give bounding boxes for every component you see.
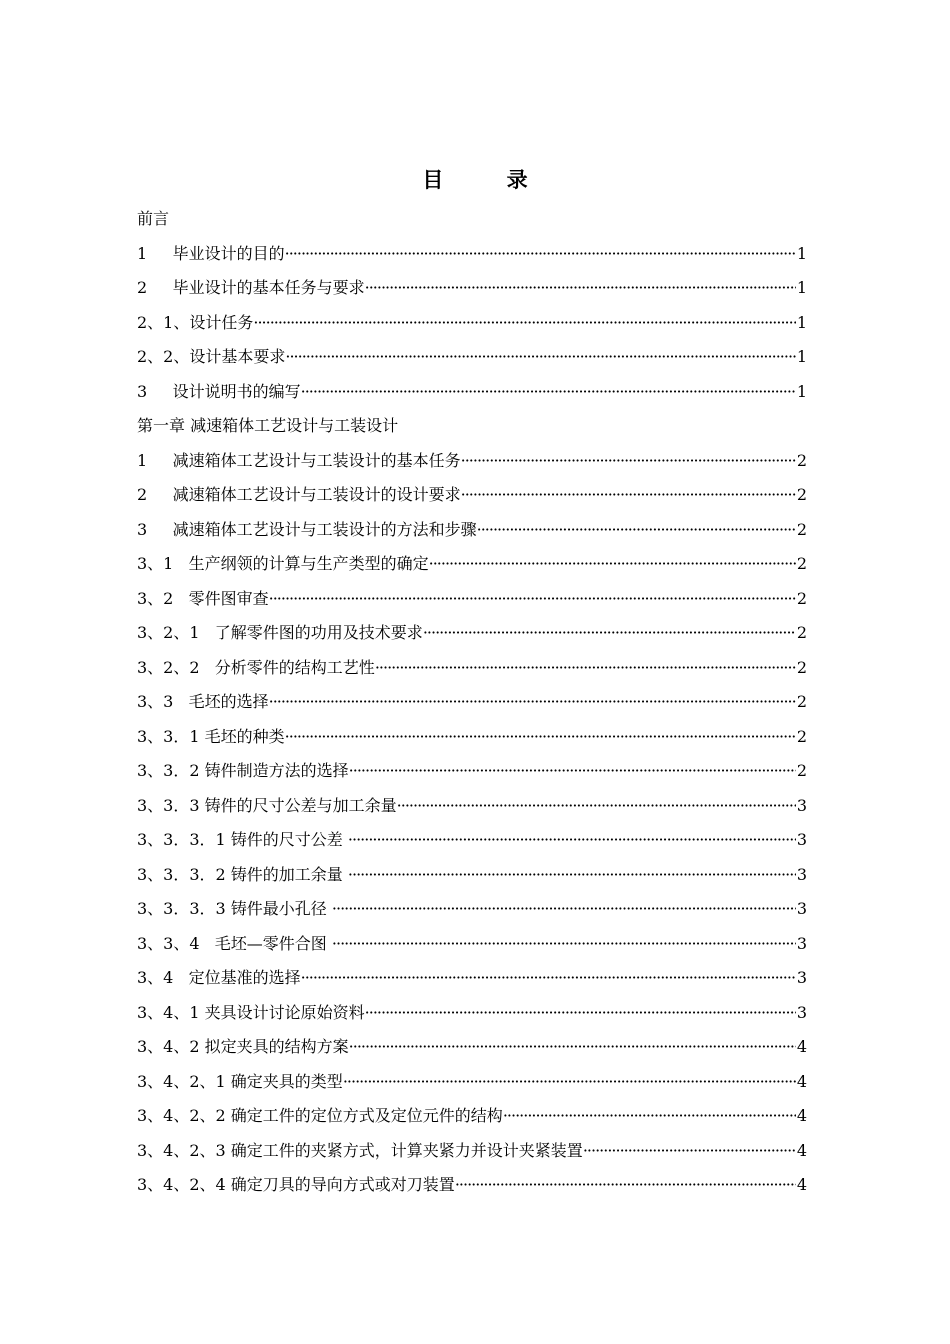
toc-page-number: 2 (796, 554, 807, 573)
toc-entry-label: 2、1、设计任务 (137, 312, 254, 332)
toc-dot-leader (285, 720, 796, 755)
toc-entry[interactable] (137, 823, 807, 858)
table-of-contents (137, 202, 807, 1203)
toc-entry-label: 3、3．3．3 铸件最小孔径 (137, 899, 332, 918)
toc-entry[interactable] (137, 271, 807, 306)
toc-dot-leader (343, 1065, 796, 1100)
toc-entry[interactable] (137, 651, 807, 686)
toc-page-number: 2 (796, 623, 807, 642)
toc-entry[interactable] (137, 927, 807, 962)
toc-page-number: 2 (796, 485, 807, 504)
toc-dot-leader (455, 1168, 796, 1203)
toc-entry[interactable] (137, 547, 807, 582)
toc-entry[interactable] (137, 513, 807, 548)
toc-page-number: 2 (796, 657, 807, 677)
toc-page-number: 1 (796, 312, 807, 332)
toc-entry[interactable] (137, 1065, 807, 1100)
toc-entry-label: 3、3．3 铸件的尺寸公差与加工余量 (137, 795, 397, 815)
toc-entry-label: 1 减速箱体工艺设计与工装设计的基本任务 (137, 450, 461, 470)
toc-entry-label: 3、4、2 拟定夹具的结构方案 (137, 1037, 349, 1056)
toc-entry-label: 3、4、1 夹具设计讨论原始资料 (137, 1002, 365, 1022)
toc-entry-label: 第一章 减速箱体工艺设计与工装设计 (137, 416, 399, 435)
toc-page-number: 3 (796, 933, 807, 953)
toc-entry-label: 前言 (137, 209, 170, 228)
toc-entry-label: 3、2、1 了解零件图的功用及技术要求 (137, 623, 423, 642)
toc-dot-leader (429, 547, 796, 582)
toc-page-number: 3 (796, 830, 807, 849)
toc-entry-label: 3、3．3．2 铸件的加工余量 (137, 864, 348, 884)
toc-entry-label: 3、4、2、3 确定工件的夹紧方式，计算夹紧力并设计夹紧装置 (137, 1140, 583, 1160)
toc-entry-label: 3、3．1 毛坯的种类 (137, 726, 285, 746)
toc-entry-label: 3、3．3．1 铸件的尺寸公差 (137, 830, 348, 849)
toc-dot-leader (301, 375, 796, 410)
toc-entry[interactable] (137, 582, 807, 617)
toc-dot-leader (349, 1030, 796, 1065)
toc-dot-leader (348, 858, 796, 893)
toc-entry[interactable] (137, 237, 807, 272)
toc-entry-label: 3、4、2、4 确定刀具的导向方式或对刀装置 (137, 1175, 455, 1194)
toc-dot-leader (285, 340, 795, 375)
toc-entry-label: 3、3、4 毛坯—零件合图 (137, 933, 332, 953)
toc-dot-leader (349, 754, 796, 789)
toc-entry[interactable] (137, 1168, 807, 1203)
toc-entry[interactable] (137, 306, 807, 341)
toc-entry-label: 3 设计说明书的编写 (137, 381, 301, 401)
toc-page-number: 1 (796, 347, 807, 366)
toc-entry[interactable] (137, 375, 807, 410)
toc-dot-leader (253, 306, 795, 341)
toc-entry-label: 3、4、2、1 确定夹具的类型 (137, 1071, 343, 1091)
toc-page-number: 4 (796, 1071, 807, 1091)
toc-page-number: 2 (796, 450, 807, 470)
toc-dot-leader (461, 478, 796, 513)
toc-page-number: 3 (796, 1002, 807, 1022)
toc-page-number: 2 (796, 519, 807, 539)
toc-page-number: 3 (796, 864, 807, 884)
toc-entry[interactable] (137, 754, 807, 789)
toc-page-number: 4 (796, 1175, 807, 1194)
toc-page-number: 4 (796, 1106, 807, 1125)
toc-entry-label: 3、3．2 铸件制造方法的选择 (137, 761, 349, 780)
toc-page-number: 3 (796, 795, 807, 815)
toc-entry[interactable] (137, 720, 807, 755)
toc-entry-label: 3、4 定位基准的选择 (137, 968, 301, 987)
toc-entry[interactable] (137, 1099, 807, 1134)
toc-entry[interactable] (137, 858, 807, 893)
toc-entry[interactable] (137, 996, 807, 1031)
toc-dot-leader (332, 927, 796, 962)
toc-entry-label: 2、2、设计基本要求 (137, 347, 286, 366)
toc-heading[interactable] (137, 202, 807, 237)
toc-dot-leader (365, 271, 796, 306)
toc-entry-label: 2 毕业设计的基本任务与要求 (137, 278, 365, 297)
toc-dot-leader (365, 996, 796, 1031)
toc-dot-leader (503, 1099, 796, 1134)
toc-entry[interactable] (137, 1030, 807, 1065)
toc-page-number: 1 (796, 278, 807, 297)
toc-page-number: 2 (796, 588, 807, 608)
toc-entry[interactable] (137, 444, 807, 479)
toc-page-number: 1 (796, 381, 807, 401)
toc-entry-label: 1 毕业设计的目的 (137, 243, 285, 263)
toc-entry[interactable] (137, 961, 807, 996)
toc-dot-leader (269, 582, 796, 617)
toc-dot-leader (375, 651, 796, 686)
toc-page-number: 4 (796, 1140, 807, 1160)
toc-page-number: 3 (796, 899, 807, 918)
toc-entry-label: 3、2 零件图审查 (137, 588, 269, 608)
page-title: 目 录 (422, 168, 556, 192)
toc-entry[interactable] (137, 685, 807, 720)
toc-dot-leader (348, 823, 796, 858)
toc-entry-label: 3 减速箱体工艺设计与工装设计的方法和步骤 (137, 519, 477, 539)
toc-page-number: 3 (796, 968, 807, 987)
toc-entry-label: 3、3 毛坯的选择 (137, 692, 269, 711)
toc-entry-label: 3、2、2 分析零件的结构工艺性 (137, 657, 375, 677)
toc-entry[interactable] (137, 789, 807, 824)
toc-entry[interactable] (137, 478, 807, 513)
toc-dot-leader (301, 961, 796, 996)
toc-entry-label: 3、4、2、2 确定工件的定位方式及定位元件的结构 (137, 1106, 503, 1125)
toc-entry[interactable] (137, 892, 807, 927)
toc-page-number: 2 (796, 761, 807, 780)
toc-entry[interactable] (137, 340, 807, 375)
toc-dot-leader (285, 237, 796, 272)
toc-dot-leader (583, 1134, 796, 1169)
toc-dot-leader (423, 616, 796, 651)
toc-dot-leader (332, 892, 796, 927)
toc-entry[interactable] (137, 616, 807, 651)
toc-entry-label: 2 减速箱体工艺设计与工装设计的设计要求 (137, 485, 461, 504)
toc-dot-leader (269, 685, 796, 720)
toc-dot-leader (397, 789, 796, 824)
toc-heading[interactable] (137, 409, 807, 444)
toc-dot-leader (461, 444, 796, 479)
toc-entry[interactable] (137, 1134, 807, 1169)
toc-page-number: 2 (796, 692, 807, 711)
toc-page-number: 2 (796, 726, 807, 746)
toc-entry-label: 3、1 生产纲领的计算与生产类型的确定 (137, 554, 429, 573)
toc-page-number: 1 (796, 243, 807, 263)
toc-page-number: 4 (796, 1037, 807, 1056)
toc-dot-leader (477, 513, 796, 548)
